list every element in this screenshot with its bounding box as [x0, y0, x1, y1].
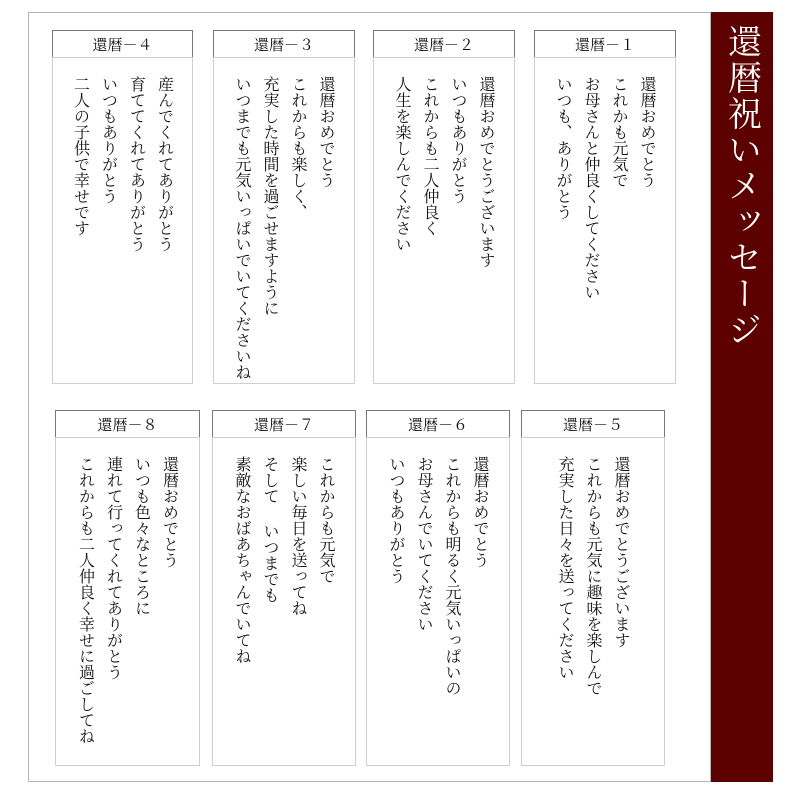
- card-message: [228, 76, 340, 383]
- message-card-7: [212, 410, 356, 766]
- message-card-4: [52, 30, 193, 384]
- message-line: これからも二人仲良く: [421, 76, 440, 236]
- message-card-2: [373, 30, 515, 384]
- message-line: 還暦おめでとうございます: [612, 456, 631, 648]
- card-body: [521, 437, 665, 766]
- message-line: これからも楽しく、: [289, 76, 308, 220]
- message-card-8: [55, 410, 200, 766]
- message-line: 人生を楽しんでください: [393, 76, 412, 252]
- card-label: 還暦－２: [373, 30, 515, 58]
- card-message: [67, 76, 179, 383]
- card-message: [388, 76, 500, 383]
- message-line: 充実した時間を過ごせますように: [261, 76, 280, 316]
- card-body: [534, 57, 676, 384]
- message-line: いつもありがとう: [449, 76, 468, 204]
- message-card-5: [521, 410, 665, 766]
- card-body: [373, 57, 515, 384]
- message-line: 充実した日々を送ってください: [556, 456, 575, 680]
- card-label: 還暦－６: [366, 410, 510, 438]
- card-body: [55, 437, 200, 766]
- message-line: 楽しい毎日を送ってね: [289, 456, 308, 616]
- message-line: これからも明るく元気いっぱいの: [443, 456, 462, 696]
- card-label: 還暦－１: [534, 30, 676, 58]
- title-banner: [711, 12, 773, 782]
- card-message: [228, 456, 340, 765]
- message-line: お母さんでいてください: [415, 456, 434, 632]
- message-line: これからも二人仲良く幸せに過ごしてね: [76, 456, 96, 744]
- message-line: いつまでも元気いっぱいでいてくださいね: [233, 76, 252, 380]
- message-line: 還暦おめでとう: [471, 456, 490, 568]
- message-line: いつも色々なところに: [132, 456, 152, 616]
- message-line: いつもありがとう: [387, 456, 406, 584]
- message-line: 還暦おめでとう: [160, 456, 180, 568]
- card-message: [72, 456, 184, 765]
- card-body: [213, 57, 355, 384]
- card-label: 還暦－８: [55, 410, 200, 438]
- card-body: [212, 437, 356, 766]
- card-body: [366, 437, 510, 766]
- card-label: 還暦－３: [213, 30, 355, 58]
- message-line: いつもありがとう: [99, 76, 119, 204]
- message-line: そして いつまでも: [261, 456, 280, 603]
- message-line: お母さんと仲良くしてください: [582, 76, 601, 300]
- message-line: 産んでくれてありがとう: [155, 76, 175, 252]
- banner-title: 還暦祝いメッセージ: [721, 24, 762, 348]
- message-card-1: [534, 30, 676, 384]
- message-line: 育ててくれてありがとう: [127, 76, 147, 252]
- message-line: これからも元気で: [317, 456, 336, 584]
- card-message: [551, 456, 635, 765]
- message-line: 二人の子供で幸せです: [71, 76, 91, 236]
- message-line: いつも、ありがとう: [554, 76, 573, 220]
- message-line: 還暦おめでとう: [317, 76, 336, 188]
- card-label: 還暦－４: [52, 30, 193, 58]
- message-line: 還暦おめでとうございます: [477, 76, 496, 268]
- message-line: 素敵なおばあちゃんでいてね: [233, 456, 252, 664]
- message-card-6: [366, 410, 510, 766]
- message-line: 還暦おめでとう: [638, 76, 657, 188]
- message-line: これかも元気で: [610, 76, 629, 188]
- card-label: 還暦－７: [212, 410, 356, 438]
- card-label: 還暦－５: [521, 410, 665, 438]
- card-message: [382, 456, 494, 765]
- card-message: [549, 76, 661, 383]
- card-body: [52, 57, 193, 384]
- message-card-3: [213, 30, 355, 384]
- message-line: 連れて行ってくれてありがとう: [104, 456, 124, 680]
- message-line: これからも元気に趣味を楽しんで: [584, 456, 603, 696]
